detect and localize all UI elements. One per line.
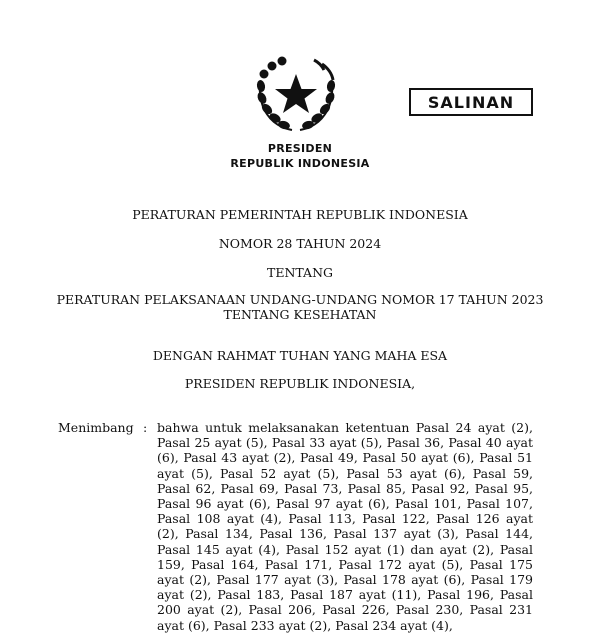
considering-colon: :: [143, 420, 148, 435]
considering-text: bahwa untuk melaksanakan ketentuan Pasal 24 ayat (2), Pasal 25 ayat (5), Pasal 33 ayat (5), Pasal 36, Pasal 40 ayat (6), Pasal 43 ayat (2), Pasal 49, Pasal 50 ayat (6), Pasal 51 ayat (5), Pasal 52 ayat (5), Pasal 53 ayat (6), Pasal 59, Pasal 62, Pasal 69, Pasal 73, Pasal 85, Pasal 92, Pasal 95, Pasal 96 ayat (6), Pasal 97 ayat (6), Pasal 101, Pasal 107, Pasal 108 ayat (4), Pasal 113, Pasal 122, Pasal 126 ayat (2), Pasal 134, Pasal 136, Pasal 137 ayat (3), Pasal 144, Pasal 145 ayat (4), Pasal 152 ayat (1) dan ayat (2), Pasal 159, Pasal 164, Pasal 171, Pasal 172 ayat (5), Pasal 175 ayat (2), Pasal 177 ayat (3), Pasal 178 ayat (6), Pasal 179 ayat (2), Pasal 183, Pasal 187 ayat (11), Pasal 196, Pasal 200 ayat (2), Pasal 206, Pasal 226, Pasal 230, Pasal 231 ayat (6), Pasal 233 ayat (2), Pasal 234 ayat (4),: [157, 420, 533, 633]
salinan-stamp: SALINAN: [409, 88, 533, 116]
regulation-about-label: TENTANG: [266, 265, 333, 280]
regulation-title: PERATURAN PEMERINTAH REPUBLIK INDONESIA: [132, 207, 468, 222]
regulation-number: NOMOR 28 TAHUN 2024: [218, 236, 382, 251]
preamble-blessing: DENGAN RAHMAT TUHAN YANG MAHA ESA: [152, 348, 448, 363]
presidential-emblem-icon: [252, 52, 340, 136]
issuer-title: PRESIDEN: [267, 142, 333, 155]
regulation-subject-line-2: TENTANG KESEHATAN: [223, 307, 377, 322]
considering-label: Menimbang: [58, 420, 134, 435]
preamble-president: PRESIDEN REPUBLIK INDONESIA,: [184, 376, 416, 391]
issuer-subtitle: REPUBLIK INDONESIA: [230, 157, 370, 170]
regulation-subject-line-1: PERATURAN PELAKSANAAN UNDANG-UNDANG NOMOR 17 TAHUN 2023: [56, 292, 544, 307]
